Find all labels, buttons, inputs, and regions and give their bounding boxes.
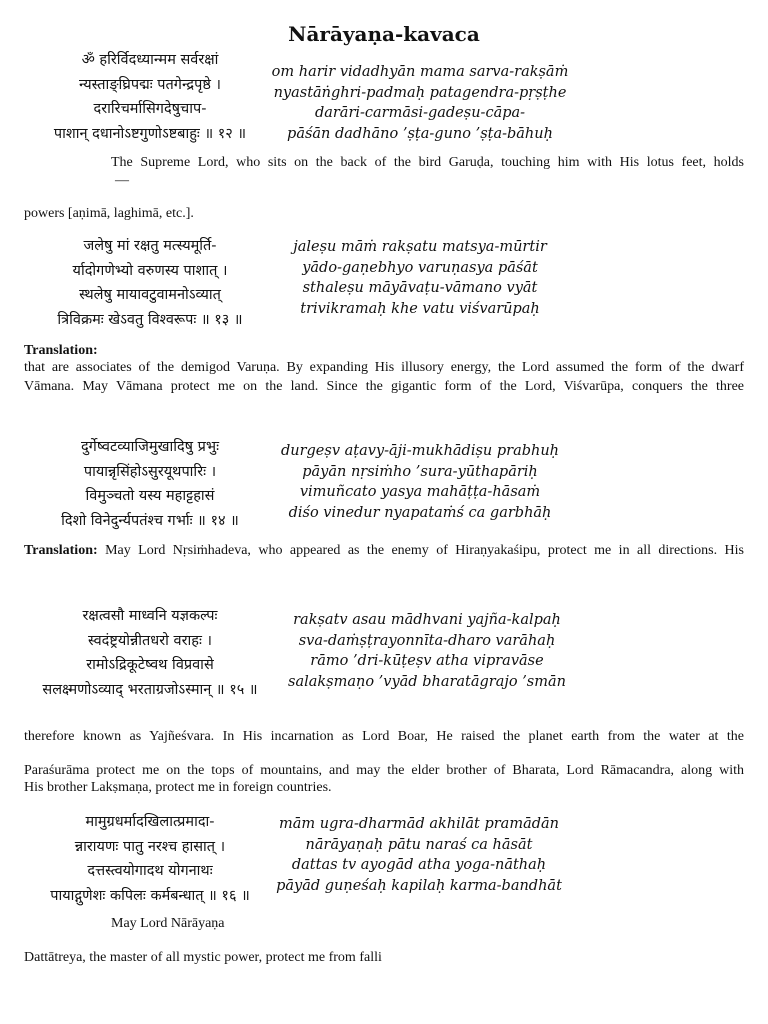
devanagari-line: रक्षत्वसौ माध्वनि यज्ञकल्पः bbox=[82, 608, 218, 624]
devanagari-line: मामुग्रधर्मादखिलात्प्रमादा- bbox=[85, 814, 215, 830]
transliteration-line: sthaleṣu māyāvaṭu-vāmano vyāt bbox=[302, 280, 538, 296]
verse-13-transliteration bbox=[255, 237, 585, 319]
devanagari-line: र्यादोगणेभ्यो वरुणस्य पाशात् । bbox=[72, 262, 228, 279]
paragraph-5-line-1: Paraśurāma protect me on the tops of mountains, and may the elder brother of Bharata, Lord Rāmacandra, along with bbox=[24, 763, 744, 778]
verse-14-transliteration bbox=[255, 441, 585, 523]
devanagari-line: दरारिचर्मासिगदेषुचाप- bbox=[93, 101, 207, 117]
devanagari-line: ॐ हरिर्विदध्यान्मम सर्वरक्षां bbox=[81, 52, 219, 68]
transliteration-line: salakṣmaṇo ’vyād bharatāgrajo ’smān bbox=[288, 673, 566, 690]
transliteration-line: jaleṣu māṁ rakṣatu matsya-mūrtir bbox=[293, 239, 547, 255]
devanagari-line: पायान्नृसिंहोऽसुरयूथपारिः । bbox=[83, 463, 217, 480]
paragraph-1-line-1: The Supreme Lord, who sits on the back of the bird Garuḍa, touching him with His lotus feet, holds bbox=[111, 155, 744, 170]
paragraph-7: Dattātreya, the master of all mystic power, protect me from falli bbox=[24, 950, 382, 965]
page-title: Nārāyaṇa-kavaca bbox=[288, 22, 480, 46]
transliteration-line: trivikramaḥ khe vatu viśvarūpaḥ bbox=[300, 300, 540, 317]
transliteration-line: yādo-gaṇebhyo varuṇasya pāśāt bbox=[302, 259, 538, 276]
devanagari-line: जलेषु मां रक्षतु मत्स्यमूर्ति- bbox=[83, 238, 217, 254]
devanagari-line: रामोऽद्रिकूटेष्वथ विप्रवासे bbox=[86, 657, 214, 673]
paragraph-6: May Lord Nārāyaṇa bbox=[111, 916, 225, 931]
devanagari-line: दिशो विनेदुर्न्यपतंश्च गर्भाः ॥ १४ ॥ bbox=[61, 512, 239, 529]
transliteration-line: rāmo ’dri-kūṭeṣv atha vipravāse bbox=[310, 653, 544, 669]
devanagari-line: विमुञ्चतो यस्य महाट्टहासं bbox=[85, 488, 215, 504]
transliteration-line: pāśān dadhāno ’ṣṭa-guno ’ṣṭa-bāhuḥ bbox=[287, 125, 553, 142]
devanagari-line: पाशान् दधानोऽष्टगुणोऽष्टबाहुः ॥ १२ ॥ bbox=[53, 125, 247, 142]
transliteration-line: darāri-carmāsi-gadeṣu-cāpa- bbox=[314, 105, 526, 121]
transliteration-line: durgeṣv aṭavy-āji-mukhādiṣu prabhuḥ bbox=[280, 443, 560, 459]
transliteration-line: nyastāṅghri-padmaḥ patagendra-pṛṣṭhe bbox=[273, 84, 567, 101]
devanagari-line: न्नारायणः पातु नरश्च हासात् । bbox=[74, 838, 226, 855]
devanagari-line: स्थलेषु मायावटुवामनोऽव्यात् bbox=[79, 287, 221, 303]
devanagari-line: न्यस्ताङ्घ्रिपद्मः पतगेन्द्रपृष्ठे । bbox=[78, 76, 222, 93]
devanagari-line: दत्तस्त्वयोगादथ योगनाथः bbox=[87, 863, 213, 879]
em-dash: — bbox=[115, 173, 129, 188]
transliteration-line: diśo vinedur nyapataṁś ca garbhāḥ bbox=[288, 504, 552, 521]
transliteration-line: mām ugra-dharmād akhilāt pramādān bbox=[279, 816, 559, 832]
paragraph-2-line-2: Vāmana. May Vāmana protect me on the land. Since the gigantic form of the Lord, Viśvarūpa, conquers the three bbox=[24, 379, 744, 394]
paragraph-4: therefore known as Yajñeśvara. In His incarnation as Lord Boar, He raised the planet earth from the water at the bbox=[24, 729, 744, 744]
devanagari-line: दुर्गेष्वटव्याजिमुखादिषु प्रभुः bbox=[80, 439, 220, 455]
verse-15-devanagari bbox=[0, 604, 300, 702]
transliteration-line: pāyān nṛsiṁho ’sura-yūthapāriḥ bbox=[302, 463, 538, 480]
transliteration-line: vimuñcato yasya mahāṭṭa-hāsaṁ bbox=[299, 484, 541, 500]
verse-12-transliteration bbox=[255, 62, 585, 144]
transliteration-line: pāyād guṇeśaḥ kapilaḥ karma-bandhāt bbox=[276, 877, 562, 894]
translation-label: Translation: bbox=[24, 343, 98, 358]
transliteration-line: om harir vidadhyān mama sarva-rakṣāṁ bbox=[271, 64, 569, 80]
transliteration-line: dattas tv ayogād atha yoga-nāthaḥ bbox=[291, 857, 547, 873]
verse-16-transliteration bbox=[254, 814, 584, 896]
transliteration-line: rakṣatv asau mādhvani yajña-kalpaḥ bbox=[293, 612, 561, 628]
paragraph-2-line-1: that are associates of the demigod Varuṇa. By expanding His illusory energy, the Lord assumed the form of the dwarf bbox=[24, 360, 744, 375]
devanagari-line: पायाद्गुणेशः कपिलः कर्मबन्धात् ॥ १६ ॥ bbox=[50, 887, 250, 904]
devanagari-line: स्वदंष्ट्रयोन्नीतधरो वराहः । bbox=[87, 632, 212, 649]
paragraph-5-line-2: His brother Lakṣmaṇa, protect me in foreign countries. bbox=[24, 780, 332, 795]
transliteration-line: sva-daṁṣṭrayonnīta-dharo varāhaḥ bbox=[298, 632, 556, 649]
verse-15-transliteration bbox=[262, 610, 592, 692]
translation-label: Translation: bbox=[24, 543, 98, 558]
paragraph-1-line-2: powers [aṇimā, laghimā, etc.]. bbox=[24, 206, 194, 221]
paragraph-3 bbox=[24, 542, 744, 559]
devanagari-line: त्रिविक्रमः खेऽवतु विश्वरूपः ॥ १३ ॥ bbox=[57, 311, 243, 328]
devanagari-line: सलक्ष्मणोऽव्याद् भरताग्रजोऽस्मान् ॥ १५ ॥ bbox=[42, 681, 258, 698]
transliteration-line: nārāyaṇaḥ pātu naraś ca hāsāt bbox=[305, 836, 533, 853]
paragraph-3-text: May Lord Nṛsiṁhadeva, who appeared as the enemy of Hiraṇyakaśipu, protect me in all directions. His bbox=[97, 543, 744, 558]
